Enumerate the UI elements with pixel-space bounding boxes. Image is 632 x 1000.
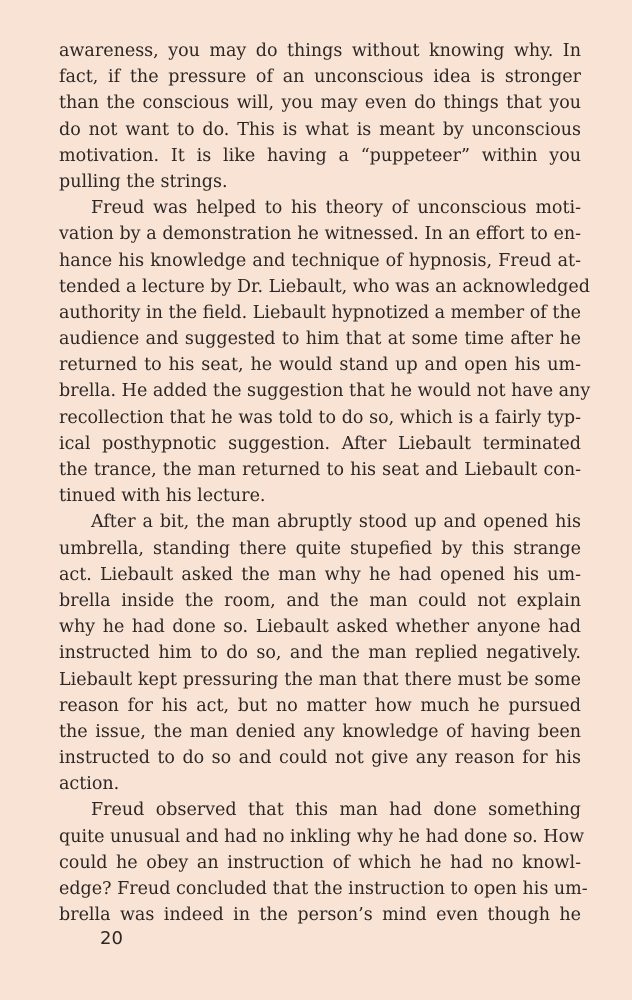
text-line: ical posthypnotic suggestion. After Liebault terminated [59,433,581,454]
text-line: instructed him to do so, and the man replied negatively. [59,643,581,664]
text-line: tended a lecture by Dr. Liebault, who was an acknowledged [59,276,590,297]
text-line: tinued with his lecture. [59,486,266,507]
paragraph [59,797,588,928]
text-line: than the conscious will, you may even do things that you [59,93,581,114]
text-line: After a bit, the man abruptly stood up and opened his [91,512,581,533]
text-line: instructed to do so and could not give any reason for his [59,748,581,769]
text-line: do not want to do. This is what is meant by unconscious [59,119,581,140]
text-line: fact, if the pressure of an unconscious idea is stronger [59,67,581,88]
text-line: why he had done so. Liebault asked whether anyone had [59,617,581,638]
text-line: motivation. It is like having a “puppeteer” within you [59,145,581,166]
text-line: quite unusual and had no inkling why he had done so. How [59,826,585,847]
text-line: act. Liebault asked the man why he had opened his um- [59,564,581,585]
text-line: Freud was helped to his theory of unconscious moti- [91,198,581,219]
body-text [59,38,591,928]
text-line: the issue, the man denied any knowledge of having been [59,721,581,742]
text-line: recollection that he was told to do so, which is a fairly typ- [59,407,581,428]
text-line: pulling the strings. [59,171,228,192]
text-line: brella was indeed in the person’s mind even though he [59,905,581,926]
text-line: brella inside the room, and the man could not explain [59,590,581,611]
text-line: Liebault kept pressuring the man that there must be some [59,669,581,690]
text-line: authority in the field. Liebault hypnotized a member of the [59,302,581,323]
text-line: brella. He added the suggestion that he would not have any [59,381,591,402]
text-line: audience and suggested to him that at some time after he [59,329,581,350]
text-line: edge? Freud concluded that the instruction to open his um- [59,879,588,899]
text-line: hance his knowledge and technique of hypnosis, Freud at- [59,250,581,271]
text-line: reason for his act, but no matter how much he pursued [59,695,581,716]
text-line: action. [59,774,120,795]
text-line: could he obey an instruction of which he had no knowl- [59,852,581,873]
paragraph [59,195,591,509]
text-line: the trance, the man returned to his seat and Liebault con- [59,460,581,480]
text-line: vation by a demonstration he witnessed. In an effort to en- [59,224,581,245]
text-line: awareness, you may do things without knowing why. In [59,41,581,61]
paragraph [59,38,581,195]
text-line: Freud observed that this man had done something [91,800,581,821]
text-line: umbrella, standing there quite stupefied by this strange [59,538,581,559]
page-number: 20 [100,928,123,949]
paragraph [59,509,581,797]
text-line: returned to his seat, he would stand up and open his um- [59,355,581,376]
